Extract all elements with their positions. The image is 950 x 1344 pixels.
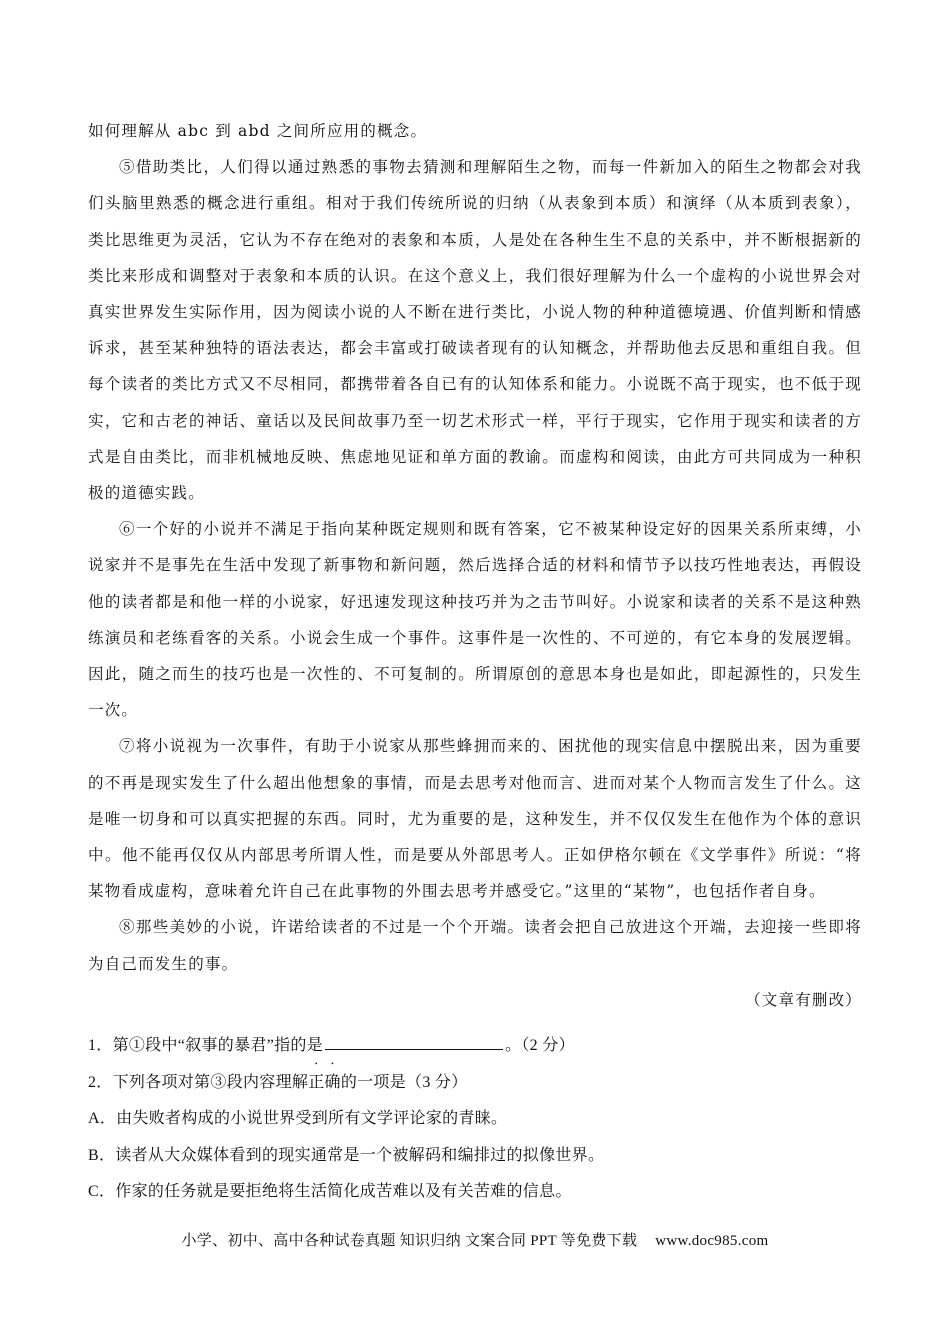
paragraph-continuation: 如何理解从 abc 到 abd 之间所应用的概念。 [88, 122, 428, 140]
question-1-score: 。（2 分） [505, 1037, 575, 1054]
question-2-text: 2．下列各项对第③段内容理解 [88, 1073, 309, 1091]
footer-text: 小学、初中、高中各种试卷真题 知识归纳 文案合同 PPT 等免费下载 [181, 1233, 638, 1249]
questions-section [88, 1028, 862, 1211]
paragraph-5: ⑤借助类比，人们得以通过熟悉的事物去猜测和理解陌生之物，而每一件新加入的陌生之物都会对我们头脑里熟悉的概念进行重组。相对于我们传统所说的归纳（从表象到本质）和演绎（从本质到表象），类比思维更为灵活，它认为不存在绝对的表象和本质，人是处在各种生生不息的关系中，并不断根据新的类比来形成和调整对于表象和本质的认识。在这个意义上，我们很好理解为什么一个虚构的小说世界会对真实世界发生实际作用，因为阅读小说的人不断在进行类比，小说人物的种种道德境遇、价值判断和情感诉求，甚至某种独特的语法表达，都会丰富或打破读者现有的认知概念，并帮助他去反思和重组自我。但每个读者的类比方式又不尽相同，都携带着各自已有的认知体系和能力。小说既不高于现实，也不低于现实，它和古老的神话、童话以及民间故事乃至一切艺术形式一样，平行于现实，它作用于现实和读者的方式是自由类比，而非机械地反映、焦虑地见证和单方面的教谕。而虚构和阅读，由此方可共同成为一种积极的道德实践。 [88, 158, 862, 503]
article-body [88, 113, 862, 1018]
emphasis-char-1: 正 [308, 1073, 325, 1091]
paragraph-7: ⑦将小说视为一次事件，有助于小说家从那些蜂拥而来的、困扰他的现实信息中摆脱出来，因为重要的不再是现实发生了什么超出他想象的事情，而是去思考对他而言、进而对某个人物而言发生了什么。这是唯一切身和可以真实把握的东西。同时，尤为重要的是，这种发生，并不仅仅发生在他作为个体的意识中。他不能再仅仅从内部思考所谓人性，而是要从外部思考人。正如伊格尔顿在《文学事件》所说：“将某物看成虚构，意味着允许自己在此事物的外围去思考并感受它。”这里的“某物”，也包括作者自身。 [88, 737, 862, 901]
option-a: A．由失败者构成的小说世界受到所有文学评论家的青睐。 [88, 1110, 508, 1127]
paragraph-6: ⑥一个好的小说并不满足于指向某种既定规则和既有答案，它不被某种设定好的因果关系所束缚，小说家并不是事先在生活中发现了新事物和新问题，然后选择合适的材料和情节予以技巧性地表达，再假设他的读者都是和他一样的小说家，好迅速发现这种技巧并为之击节叫好。小说家和读者的关系不是这种熟练演员和老练看客的关系。小说会生成一个事件。这事件是一次性的、不可逆的，有它本身的发展逻辑。因此，随之而生的技巧也是一次性的、不可复制的。所谓原创的意思本身也是如此，即起源性的，只发生一次。 [88, 520, 862, 720]
option-c: C．作家的任务就是要拒绝将生活简化成苦难以及有关苦难的信息。 [88, 1183, 572, 1200]
footer-url[interactable]: www.doc985.com [655, 1233, 769, 1249]
page-footer [0, 1229, 950, 1250]
question-2 [88, 1065, 862, 1102]
question-1 [88, 1028, 862, 1065]
paragraph-8: ⑧那些美妙的小说，许诺给读者的不过是一个个开端。读者会把自己放进这个开端，去迎接一些即将为自己而发生的事。 [88, 918, 862, 973]
question-2-score: 的一项是（3 分） [340, 1073, 468, 1091]
emphasis-char-2: 确 [324, 1073, 341, 1091]
answer-blank[interactable] [325, 1035, 503, 1050]
option-b: B．读者从大众媒体看到的现实通常是一个被解码和编排过的拟像世界。 [88, 1146, 605, 1164]
question-1-text: 1．第①段中“叙事的暴君”指的是 [88, 1037, 324, 1054]
source-note: （文章有删改） [745, 990, 862, 1009]
